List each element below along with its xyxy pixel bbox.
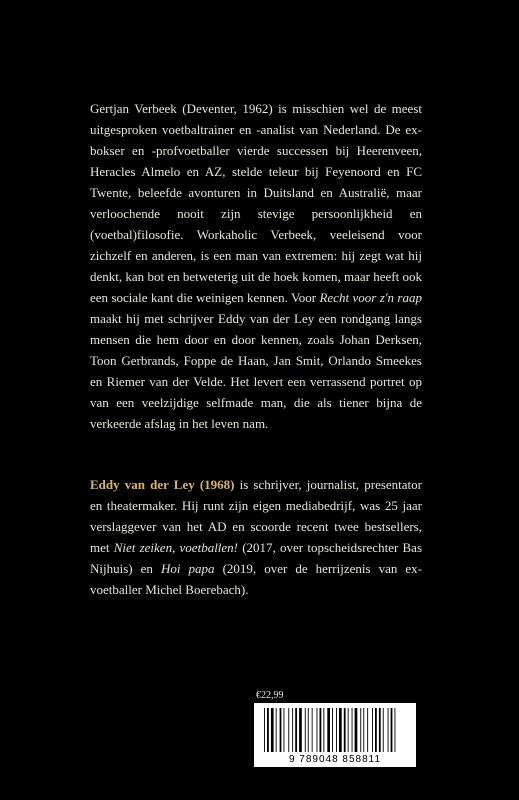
book-title-italic: Recht voor z'n raap <box>319 290 422 305</box>
barcode-bar <box>388 708 389 752</box>
barcode-bar <box>323 708 324 752</box>
barcode-bar <box>320 708 322 752</box>
author-bio <box>90 474 422 600</box>
barcode-bar <box>383 708 384 752</box>
barcode-bar <box>267 708 269 752</box>
barcode-bar <box>363 708 364 752</box>
isbn-number: 9 789048 858811 <box>288 754 382 765</box>
barcode-bar <box>327 708 330 752</box>
barcode-bar <box>308 708 309 752</box>
barcode-bar <box>280 708 282 752</box>
blurb-text-1: Gertjan Verbeek (Deventer, 1962) is misschien wel de meest uitgesproken voetbaltrainer en -analist van Nederland. De ex-bokser en -profvoetballer vierde successen bij Heerenveen, Heracles Almelo en AZ, stelde teleur bij Feyenoord en FC Twente, beleefde avonturen in Duitsland en Australië, maar verloochende nooit zijn stevige persoonlijkheid en (voetbal)filosofie. Workaholic Verbeek, veeleisend voor zichzelf en anderen, is een man van extremen: hij zegt wat hij denkt, kan bot en betweterig uit de hoek komen, maar heeft ook een sociale kant die weinigen kennen. Voor <box>90 101 422 305</box>
barcode-bar <box>276 708 277 752</box>
bestseller-title-1: Niet zeiken, voetballen! <box>113 540 239 555</box>
barcode-bar <box>375 708 377 752</box>
barcode-bar <box>348 708 349 752</box>
barcode-icon <box>254 703 416 755</box>
barcode-bar <box>344 708 346 752</box>
barcode-bar <box>284 708 285 752</box>
barcode-bar <box>305 708 306 752</box>
barcode-bar <box>360 708 361 752</box>
barcode-bar <box>288 708 289 752</box>
author-bio-text-1: is schrijver, journalist, presentator en theatermaker. Hij runt zijn eigen mediabedrijf, was 25 jaar verslaggever van het AD en scoorde recent twee bestsellers, met <box>90 477 422 555</box>
barcode-bar <box>271 708 274 752</box>
barcode-bar <box>352 708 353 752</box>
price-label: €22,99 <box>256 690 284 701</box>
isbn-barcode <box>254 703 416 767</box>
barcode-bar <box>336 708 337 752</box>
barcode-bar <box>367 708 368 752</box>
author-bio-text-3: (2019, over de herrijzenis van ex-voetballer Michel Boerebach). <box>90 561 422 597</box>
book-blurb <box>90 98 422 434</box>
barcode-bar <box>295 708 297 752</box>
bestseller-title-2: Hoi papa <box>160 561 215 576</box>
blurb-text-2: maakt hij met schrijver Eddy van der Ley een rondgang langs mensen die hem door en door kennen, zoals Johan Derksen, Toon Gerbrands, Foppe de Haan, Jan Smit, Orlando Smeekes en Riemer van der Velde. Het levert een verrassend portret op van een veelzijdige selfmade man, die als tiener bijna de verkeerde afslag in het leven nam. <box>90 311 422 431</box>
barcode-bar <box>391 708 393 752</box>
barcode-bar <box>395 708 396 752</box>
barcode-bar <box>355 708 358 752</box>
barcode-bar <box>264 708 265 752</box>
barcode-bar <box>339 708 342 752</box>
barcode-bar <box>372 708 373 752</box>
barcode-bar <box>292 708 293 752</box>
barcode-bar <box>299 708 302 752</box>
barcode-bar <box>332 708 333 752</box>
barcode-bar <box>379 708 381 752</box>
barcode-bar <box>317 708 318 752</box>
author-name: Eddy van der Ley (1968) <box>90 477 235 492</box>
author-bio-text-2: (2017, over topscheidsrechter Bas Nijhuis) en <box>90 540 423 576</box>
barcode-bar <box>312 708 313 752</box>
